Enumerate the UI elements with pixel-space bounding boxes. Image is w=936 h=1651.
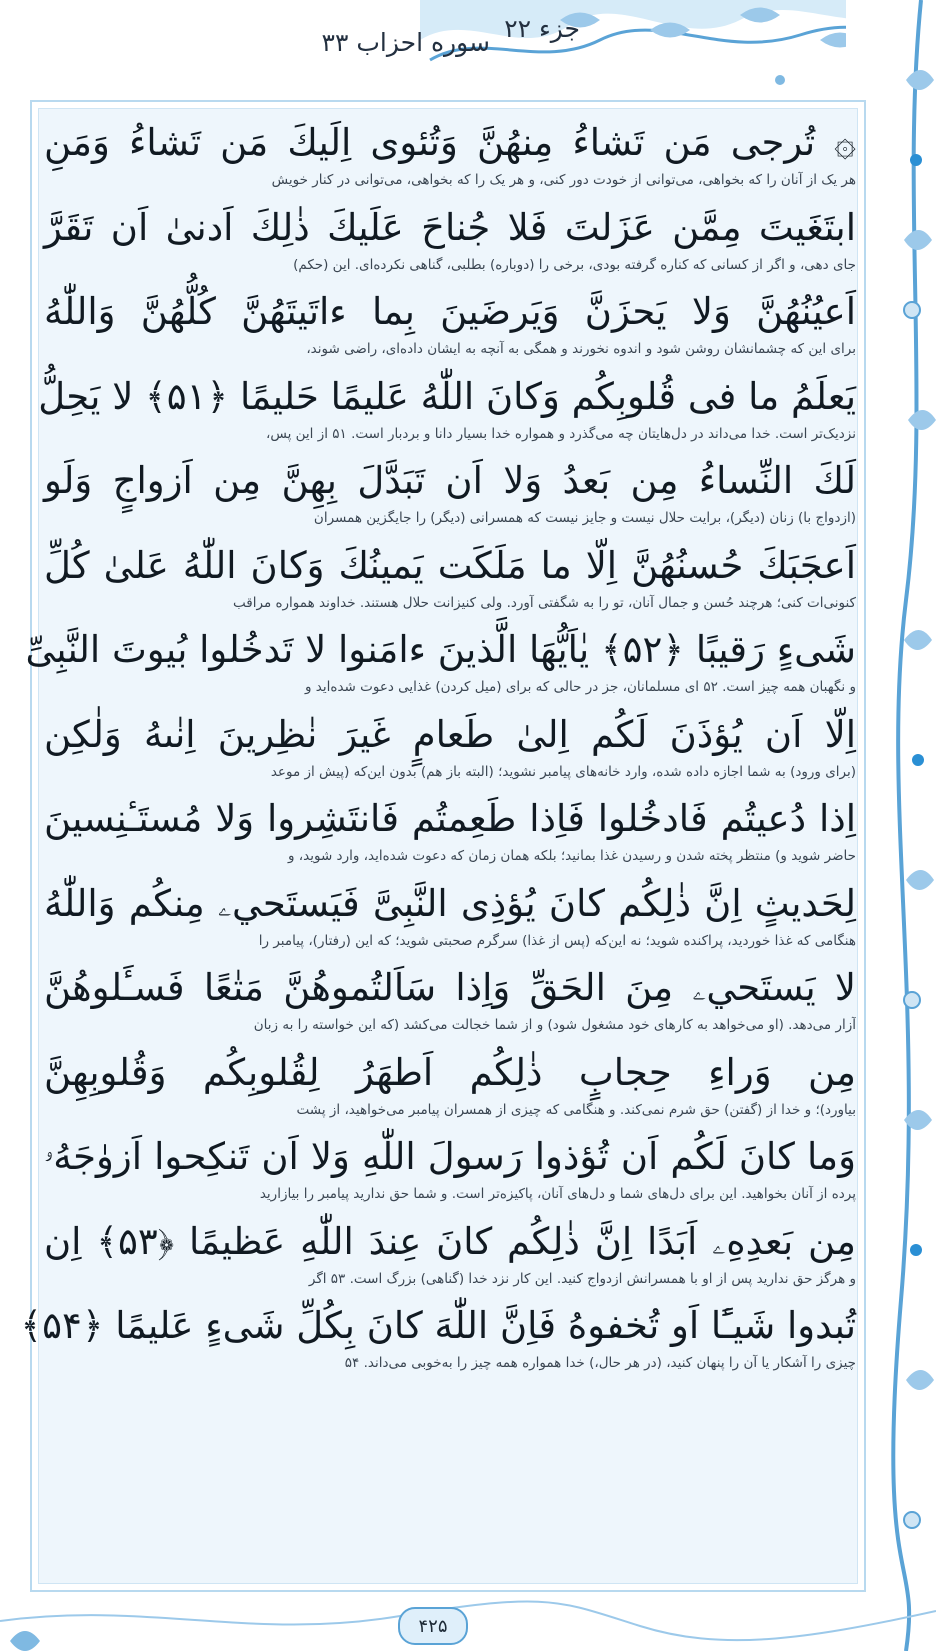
surah-label: سوره احزاب ۳۳: [321, 28, 490, 57]
verse-lines: [20, 118, 856, 1386]
persian-translation: چیزی را آشکار یا آن را پنهان کنید، (در هر حال،) خدا همواره همه چیز را به‌خوبی می‌داند. ۵۴: [344, 1355, 856, 1371]
verse-line: [44, 287, 856, 372]
persian-translation: آزار می‌دهد. (او می‌خواهد به کارهای خود مشغول شود) و از شما خجالت می‌کشد (که این خواسته را به زبان: [253, 1017, 856, 1033]
arabic-text: لا يَستَحيۦ مِنَ الحَقِّ وَاِذا سَاَلتُموهُنَّ مَتٰعًا فَسـَٔلوهُنَّ: [44, 966, 856, 1009]
persian-translation: کنونی‌ات کنی؛ هرچند حُسن و جمال آنان، تو را به شگفتی آورد. ولی کنیزانت حلال هستند. خداوند همواره مراقب: [233, 594, 856, 611]
arabic-text: شَىءٍ رَقيبًا ﴿۵۲﴾ يٰاَيُّهَا الَّذينَ ءامَنوا لا تَدخُلوا بُيوتَ النَّبِىِّ: [25, 628, 856, 671]
arabic-text: ابتَغَيتَ مِمَّن عَزَلتَ فَلا جُناحَ عَلَيكَ ذٰلِكَ اَدنىٰ اَن تَقَرَّ: [44, 205, 856, 249]
persian-translation: پرده از آنان بخواهید. این برای دل‌های شما و دل‌های آنان، پاکیزه‌تر است. و شما حق ندارید پیامبر را بیازارید: [259, 1186, 856, 1202]
arabic-text: اَعجَبَكَ حُسنُهُنَّ اِلّا ما مَلَكَت يَمينُكَ وَكانَ اللّٰهُ عَلىٰ كُلِّ: [44, 543, 856, 587]
persian-translation: نزدیک‌تر است. خدا می‌داند در دل‌هایتان چه می‌گذرد و همواره خدا بسیار دانا و بردبار است. ۵۱ از این پس،: [266, 425, 856, 442]
persian-translation: جای دهی، و اگر از کسانی که کناره گرفته بودی، برخی را (دوباره) بطلبی، گناهی نکرده‌ای. این (حکم): [293, 256, 856, 273]
verse-line: [44, 541, 856, 626]
persian-translation: و هرگز حق ندارید پس از او با همسرانش ازدواج کنید. این کار نزد خدا (گناهی) بزرگ است. ۵۳ اگر: [308, 1270, 856, 1287]
juz-label: جزء ۲۲: [504, 14, 580, 43]
arabic-text: مِن وَراءِ حِجابٍ ذٰلِكُم اَطهَرُ لِقُلوبِكُم وَقُلوبِهِنَّ: [44, 1050, 856, 1094]
verse-line: [25, 625, 856, 710]
persian-translation: حاضر شوید و) منتظر پخته شدن و رسیدن غذا بمانید؛ بلکه همان زمان که دعوت شده‌اید، وارد شوید، و: [287, 848, 856, 864]
verse-line: [38, 372, 856, 457]
verse-line: [44, 1217, 856, 1302]
arabic-text: اِلّا اَن يُؤذَنَ لَكُم اِلىٰ طَعامٍ غَيرَ نٰظِرينَ اِنٰىهُ وَلٰكِن: [44, 712, 856, 756]
arabic-text: وَما كانَ لَكُم اَن تُؤذوا رَسولَ اللّٰهِ وَلا اَن تَنكِحوا اَزوٰجَهُۥ: [44, 1135, 856, 1178]
persian-translation: بیاورد)؛ و خدا از (گفتن) حق شرم نمی‌کند. و هنگامی که چیزی از همسران پیامبر می‌خواهید، از پشت: [296, 1101, 856, 1118]
verse-line: [44, 203, 856, 288]
arabic-text: تُبدوا شَيـًٔا اَو تُخفوهُ فَاِنَّ اللّٰهَ كانَ بِكُلِّ شَىءٍ عَليمًا ﴿۵۴﴾: [20, 1304, 856, 1347]
arabic-text: يَعلَمُ ما فى قُلوبِكُم وَكانَ اللّٰهُ عَليمًا حَليمًا ﴿۵۱﴾ لا يَحِلُّ: [38, 374, 856, 418]
verse-line: [44, 456, 856, 541]
persian-translation: (برای ورود) به شما اجازه داده شده، وارد خانه‌های پیامبر نشوید؛ (البته باز هم) بدون این‌که (پیش از موعد: [270, 763, 856, 780]
verse-line: [44, 1132, 856, 1217]
verse-line: [44, 1048, 856, 1133]
persian-translation: و نگهبان همه چیز است. ۵۲ ای مسلمانان، جز در حالی که برای (میل کردن) غذایی دعوت شده‌اید و: [304, 679, 856, 695]
persian-translation: هر یک از آنان را که بخواهی، می‌توانی از خودت دور کنی، و هر یک را که بخواهی، می‌توانی در کنار خویش: [271, 172, 856, 188]
verse-line: [44, 118, 856, 203]
verse-line: [44, 963, 856, 1048]
page-number: ۴۲۵: [398, 1607, 468, 1645]
arabic-text: اَعيُنُهُنَّ وَلا يَحزَنَّ وَيَرضَينَ بِما ءاتَيتَهُنَّ كُلُّهُنَّ وَاللّٰهُ: [44, 290, 856, 333]
persian-translation: هنگامی که غذا خوردید، پراکنده شوید؛ نه این‌که (پس از غذا) سرگرم صحبتی شوید؛ که این (رفتار)، پیامبر را: [258, 932, 856, 949]
arabic-text: اِذا دُعيتُم فَادخُلوا فَاِذا طَعِمتُم فَانتَشِروا وَلا مُستَـٔنِسينَ: [44, 797, 856, 840]
verse-line: [44, 794, 856, 879]
arabic-text: مِن بَعدِهِۦ اَبَدًا اِنَّ ذٰلِكُم كانَ عِندَ اللّٰهِ عَظيمًا ﴿۵۳﴾ اِن: [44, 1219, 856, 1263]
arabic-text: ۞ تُرجى مَن تَشاءُ مِنهُنَّ وَتُئوى اِلَيكَ مَن تَشاءُ وَمَنِ: [44, 121, 856, 164]
persian-translation: برای این که چشمانشان روشن شود و اندوه نخورند و همگی به آنچه به ایشان داده‌ای، راضی شوند،: [306, 341, 856, 357]
page-header: [160, 14, 580, 64]
arabic-text: لِحَديثٍ اِنَّ ذٰلِكُم كانَ يُؤذِى النَّبِىَّ فَيَستَحيۦ مِنكُم وَاللّٰهُ: [44, 881, 856, 925]
verse-line: [44, 710, 856, 795]
persian-translation: (ازدواج با) زنان (دیگر)، برایت حلال نیست و جایز نیست که همسرانی (دیگر) را جایگزین همسران: [313, 510, 856, 526]
arabic-text: لَكَ النِّساءُ مِن بَعدُ وَلا اَن تَبَدَّلَ بِهِنَّ مِن اَزواجٍ وَلَو: [44, 459, 856, 502]
verse-line: [20, 1301, 856, 1386]
verse-line: [44, 879, 856, 964]
